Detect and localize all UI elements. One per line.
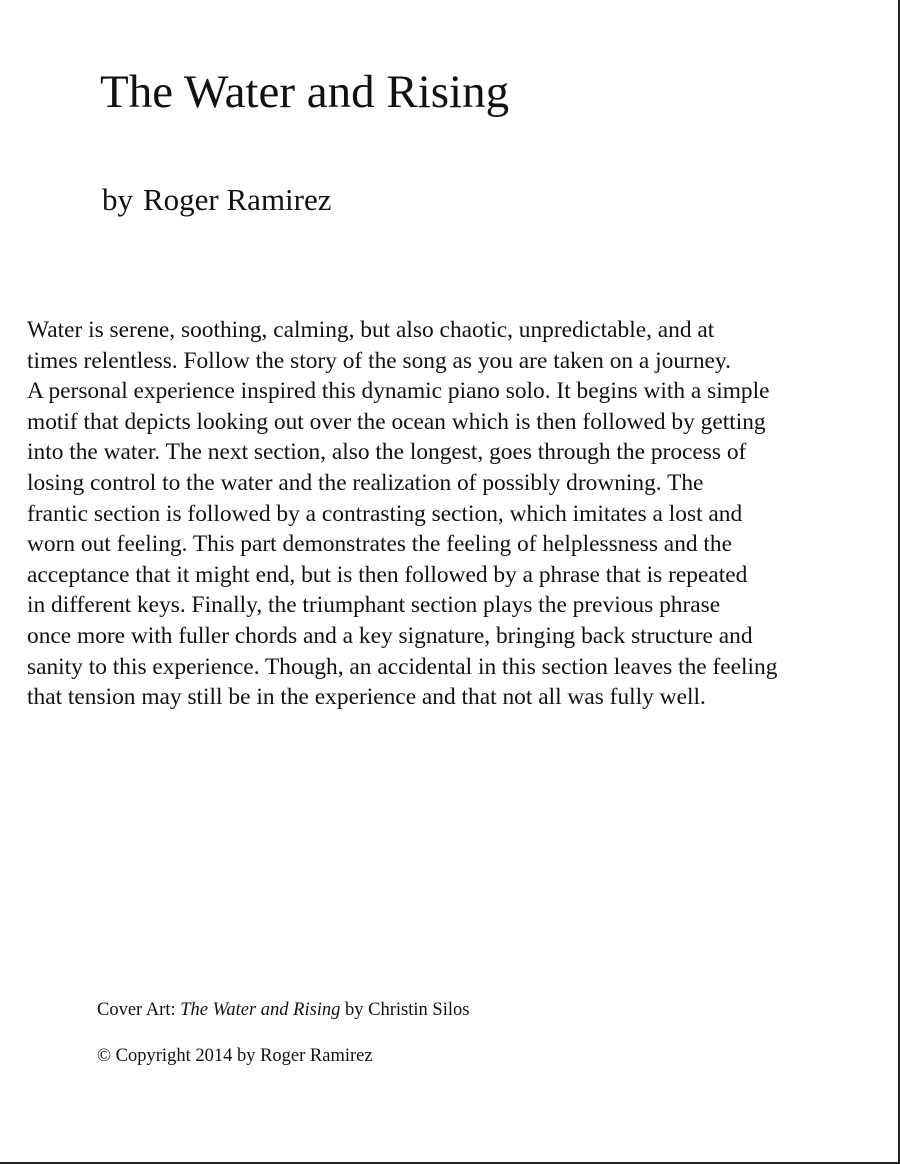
description-line: into the water. The next section, also the longest, goes through the process of [27, 439, 747, 466]
cover-art-artist: by Christin Silos [340, 1000, 470, 1020]
cover-art-credit [97, 996, 469, 1024]
document-title: The Water and Rising [100, 66, 510, 118]
description-line: motif that depicts looking out over the ocean which is then followed by getting [27, 408, 766, 435]
description-line: times relentless. Follow the story of the song as you are taken on a journey. [27, 347, 731, 374]
description-line: once more with fuller chords and a key signature, bringing back structure and [27, 622, 753, 649]
description-line: frantic section is followed by a contrasting section, which imitates a lost and [27, 500, 743, 527]
cover-art-title: The Water and Rising [180, 1000, 341, 1020]
cover-art-label: Cover Art: [97, 1000, 181, 1020]
description-line: Water is serene, soothing, calming, but also chaotic, unpredictable, and at [27, 317, 715, 343]
copyright-notice: © Copyright 2014 by Roger Ramirez [97, 1046, 373, 1066]
description-line: losing control to the water and the realization of possibly drowning. The [27, 469, 704, 496]
description-line: sanity to this experience. Though, an accidental in this section leaves the feeling [27, 653, 778, 680]
description-line: A personal experience inspired this dynamic piano solo. It begins with a simple [27, 378, 770, 405]
byline-author: Roger Ramirez [143, 182, 332, 217]
description-line: that tension may still be in the experience and that not all was fully well. [27, 684, 706, 711]
byline-prefix: by [102, 182, 133, 217]
byline [102, 180, 332, 220]
description-line: acceptance that it might end, but is then followed by a phrase that is repeated [27, 561, 748, 588]
description-paragraph [27, 315, 887, 713]
description-line: worn out feeling. This part demonstrates the feeling of helplessness and the [27, 531, 733, 558]
description-line: in different keys. Finally, the triumphant section plays the previous phrase [27, 592, 721, 619]
